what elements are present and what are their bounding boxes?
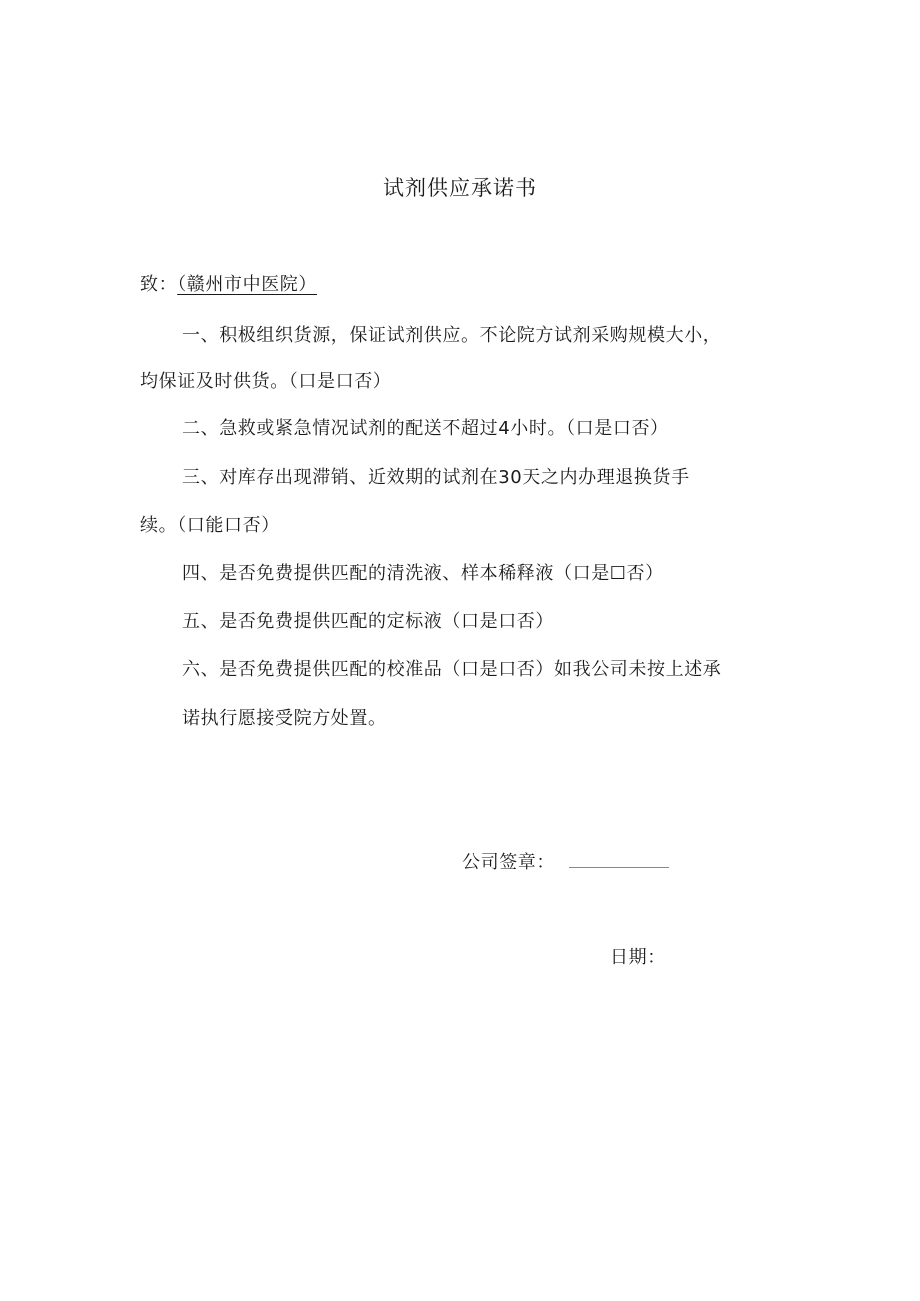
- item-6-line-1: 六、是否免费提供匹配的校准品（口是口否）如我公司未按上述承: [182, 659, 722, 680]
- signature-label: 公司签章：: [462, 852, 555, 873]
- item-3-line-1: 三、对库存出现滞销、近效期的试剂在30天之内办理退换货手: [182, 467, 690, 488]
- item-5-line-1: 五、是否免费提供匹配的定标液（口是口否）: [182, 611, 554, 632]
- item-3-line-2: 续。（口能口否）: [140, 515, 280, 536]
- item-6-line-2: 诺执行愿接受院方处置。: [182, 708, 387, 729]
- document-title: 试剂供应承诺书: [383, 176, 537, 200]
- signature-blank-line: [569, 867, 669, 868]
- signature-row: [462, 848, 669, 874]
- item-4-line-1: 四、是否免费提供匹配的清洗液、样本稀释液（口是☐否）: [182, 563, 664, 584]
- item-1-line-2: 均保证及时供货。（口是口否）: [140, 371, 392, 392]
- item-1-line-1: 一、积极组织货源，保证试剂供应。不论院方试剂采购规模大小，: [182, 325, 722, 346]
- recipient-line: [140, 270, 317, 296]
- recipient-prefix: 致：: [140, 274, 178, 295]
- date-label: 日期：: [610, 947, 666, 968]
- item-2-line-1: 二、急救或紧急情况试剂的配送不超过4小时。（口是口否）: [182, 418, 669, 439]
- recipient-name: （赣州市中医院）: [177, 274, 318, 295]
